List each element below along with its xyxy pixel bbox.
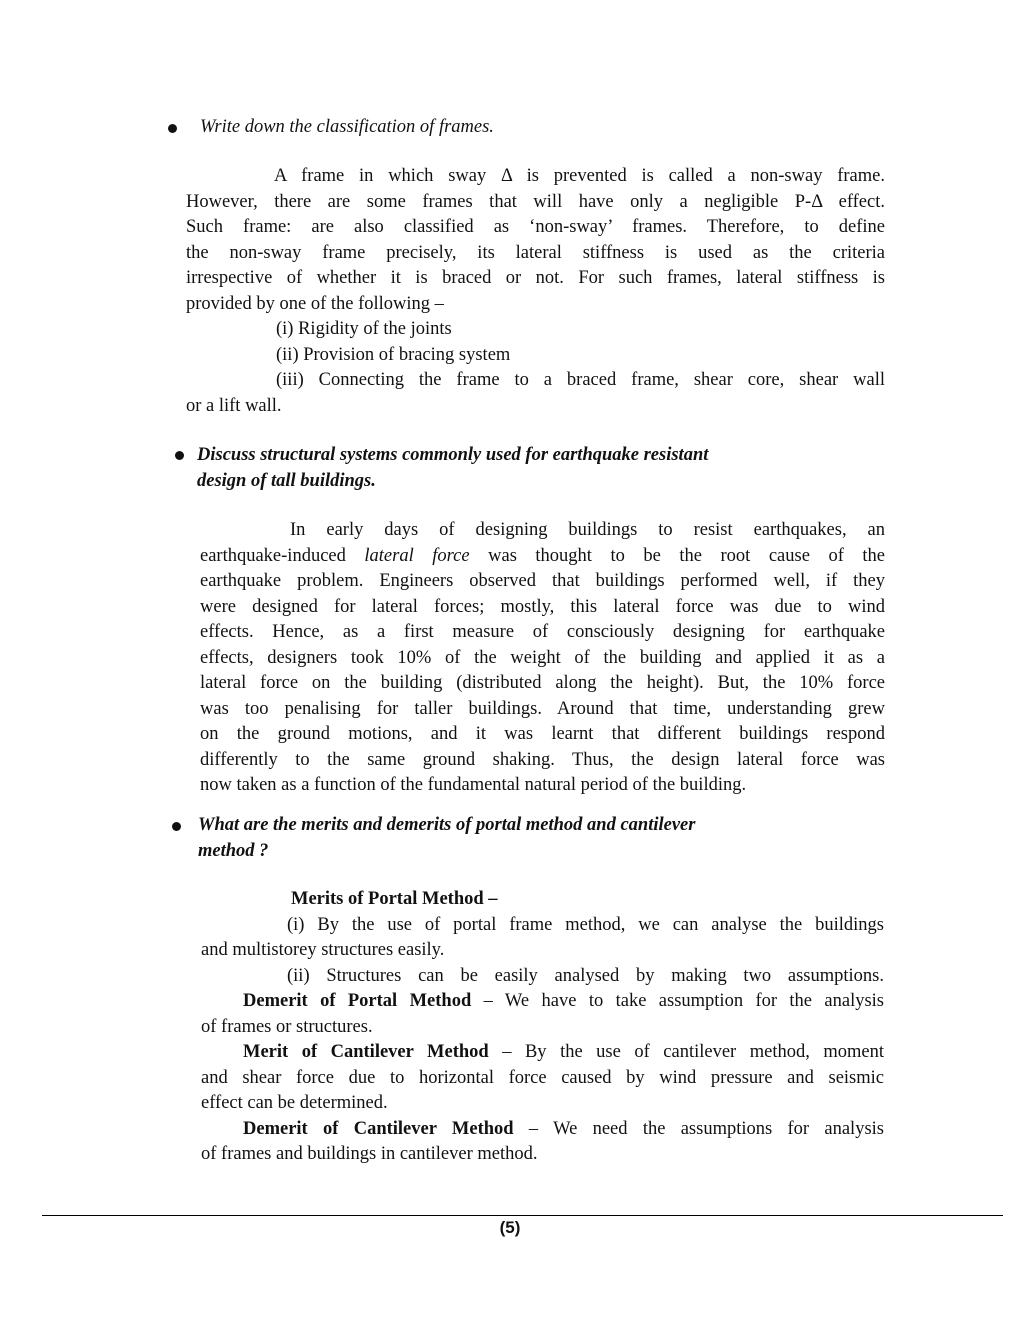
text: effects. Hence, as a first measure of consciously designing for earthquake xyxy=(200,622,885,642)
question-line: Discuss structural systems commonly used for earthquake resistant xyxy=(197,445,709,465)
question-line: design of tall buildings. xyxy=(197,471,376,491)
page-number: (5) xyxy=(499,1218,521,1237)
text-line xyxy=(200,569,885,595)
text: A frame in which sway Δ is prevented is called a non-sway frame. xyxy=(274,166,885,186)
text: now taken as a function of the fundamental natural period of the building. xyxy=(200,775,747,795)
text-line xyxy=(200,722,885,748)
text: were designed for lateral forces; mostly, this lateral force was due to wind xyxy=(200,596,885,617)
text-line xyxy=(200,748,885,774)
text: However, there are some frames that will have only a negligible P-Δ effect. xyxy=(186,191,885,212)
text: – We need the assumptions for analysis xyxy=(513,1118,884,1139)
text: and multistorey structures easily. xyxy=(201,940,445,960)
text-line xyxy=(200,773,885,799)
text-line xyxy=(186,164,885,190)
text: on the ground motions, and it was learnt that different buildings respond xyxy=(200,724,885,744)
text-line xyxy=(201,1091,884,1117)
text-line xyxy=(201,1117,884,1143)
bullet-icon xyxy=(175,451,184,460)
text-line xyxy=(200,697,885,723)
text: was thought to be the root cause of the xyxy=(469,545,885,566)
text-line xyxy=(201,964,884,990)
text: (iii) Connecting the frame to a braced frame, shear core, shear wall xyxy=(276,370,885,390)
text: Such frame: are also classified as ‘non-sway’ frames. Therefore, to define xyxy=(186,217,885,237)
text-line xyxy=(201,1015,884,1041)
text: was too penalising for taller buildings. Around that time, understanding grew xyxy=(200,698,885,719)
text: – We have to take assumption for the analysis xyxy=(471,991,884,1011)
text-line xyxy=(200,620,885,646)
text-line xyxy=(201,913,884,939)
question-line: What are the merits and demerits of portal method and cantilever xyxy=(198,815,696,835)
text: of frames and buildings in cantilever method. xyxy=(201,1144,538,1164)
text: differently to the same ground shaking. Thus, the design lateral force was xyxy=(200,749,885,770)
question-line: method ? xyxy=(198,841,269,861)
bold-text: Demerit of Cantilever Method xyxy=(243,1118,514,1139)
answer-1 xyxy=(186,164,885,419)
text-line xyxy=(186,292,885,318)
text-line xyxy=(200,595,885,621)
text: earthquake problem. Engineers observed that buildings performed well, if they xyxy=(200,571,885,591)
answer-2 xyxy=(200,518,885,799)
question-1 xyxy=(200,114,494,140)
text-line xyxy=(200,544,885,570)
text-line xyxy=(186,343,885,369)
text-line xyxy=(200,518,885,544)
text-line xyxy=(201,887,884,913)
text-line xyxy=(186,394,885,420)
text: of frames or structures. xyxy=(201,1016,373,1037)
footer-divider xyxy=(42,1215,1003,1216)
text: and shear force due to horizontal force caused by wind pressure and seismic xyxy=(201,1067,884,1088)
text-line xyxy=(201,1066,884,1092)
text: provided by one of the following – xyxy=(186,293,444,314)
bold-text: Merits of Portal Method – xyxy=(291,889,498,909)
text-line xyxy=(201,1142,884,1168)
text-line xyxy=(186,266,885,292)
text-line xyxy=(201,989,884,1015)
text: In early days of designing buildings to resist earthquakes, an xyxy=(290,520,885,540)
bullet-icon xyxy=(172,822,181,831)
text-line xyxy=(186,317,885,343)
text: (i) Rigidity of the joints xyxy=(276,319,452,339)
question-3 xyxy=(198,812,695,864)
text: or a lift wall. xyxy=(186,395,282,416)
text: the non-sway frame precisely, its lateral stiffness is used as the criteria xyxy=(186,242,885,263)
text: earthquake-induced xyxy=(200,545,365,566)
text: irrespective of whether it is braced or not. For such frames, lateral stiffness is xyxy=(186,268,885,288)
answer-3 xyxy=(201,887,884,1168)
question-line: Write down the classification of frames. xyxy=(200,117,494,137)
bold-text: Demerit of Portal Method xyxy=(243,991,472,1011)
text-line xyxy=(186,215,885,241)
text-line xyxy=(201,938,884,964)
bullet-icon xyxy=(168,124,177,133)
text: (i) By the use of portal frame method, we can analyse the buildings xyxy=(287,914,884,935)
bold-text: Merit of Cantilever Method xyxy=(243,1042,489,1062)
text-line xyxy=(186,368,885,394)
text-line xyxy=(200,646,885,672)
text: (ii) Structures can be easily analysed by making two assumptions. xyxy=(287,965,884,986)
text-line xyxy=(200,671,885,697)
text: lateral force on the building (distributed along the height). But, the 10% force xyxy=(200,673,885,693)
text-line xyxy=(186,241,885,267)
question-2 xyxy=(197,442,708,494)
italic-text: lateral force xyxy=(364,545,470,566)
text: (ii) Provision of bracing system xyxy=(276,344,511,365)
text: – By the use of cantilever method, moment xyxy=(488,1042,884,1062)
text-line xyxy=(186,190,885,216)
text: effect can be determined. xyxy=(201,1093,388,1113)
text: effects, designers took 10% of the weight of the building and applied it as a xyxy=(200,647,885,668)
text-line xyxy=(201,1040,884,1066)
